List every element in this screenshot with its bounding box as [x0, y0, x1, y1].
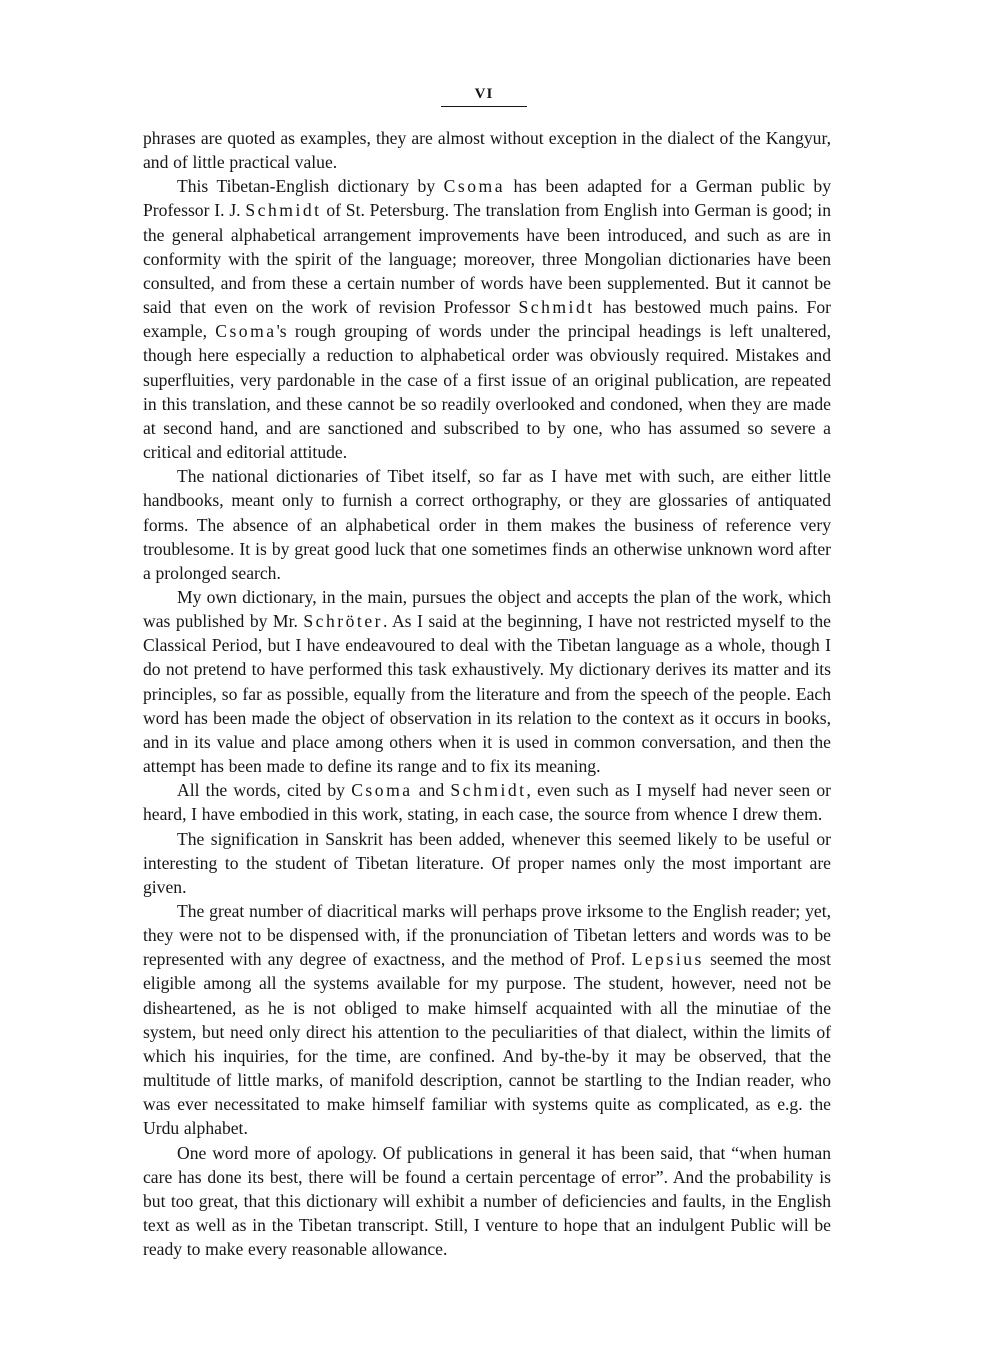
- author-name-csoma: Csoma: [215, 321, 277, 342]
- author-name-schmidt: Schmidt: [245, 200, 322, 221]
- header-rule: [441, 106, 527, 107]
- paragraph-4: My own dictionary, in the main, pursues the object and accepts the plan of the work, which was published by Mr. Schröter. As I said at the beginning, I have not restricted myself to the Classical Period, but I have endeavoured to deal with the Tibetan language as a whole, though I do not pretend to have performed this task exhaustively. My dictionary derives its matter and its principles, so far as possible, equally from the literature and from the speech of the people. Each word has been made the object of observation in its relation to the context as it occurs in books, and in its value and place among others when it is used in common conversation, and then the attempt has been made to define its range and to fix its meaning.: [143, 586, 831, 777]
- paragraph-7: The great number of diacritical marks will perhaps prove irksome to the English reader; yet, they were not to be dispensed with, if the pronunciation of Tibetan letters and words was to be represented with any degree of exactness, and the method of Prof. Lepsius seemed the most eligible among all the systems available for my purpose. The student, however, need not be disheartened, as he is not obliged to make himself acquainted with all the minutiae of the system, but need only direct his attention to the peculiarities of that dialect, within the limits of which his inquiries, for the time, are confined. And by-the-by it may be observed, that the multitude of little marks, of manifold description, cannot be startling to the Indian reader, who was ever necessitated to make himself familiar with systems quite as complicated, as e.g. the Urdu alphabet.: [143, 901, 832, 1139]
- author-name-schmidt: Schmidt: [450, 780, 527, 801]
- text-body: [143, 126, 831, 1261]
- page-number: VI: [474, 86, 494, 102]
- author-name-csoma: Csoma: [351, 780, 413, 801]
- paragraph-1: phrases are quoted as examples, they are almost without exception in the dialect of the Kangyur, and of little practical value.: [143, 128, 831, 173]
- author-name-schmidt: Schmidt: [518, 297, 595, 318]
- paragraph-6: The signification in Sanskrit has been added, whenever this seemed likely to be useful or interesting to the student of Tibetan literature. Of proper names only the most important are given.: [143, 828, 831, 897]
- paragraph-8: One word more of apology. Of publications in general it has been said, that “when human care has done its best, there will be found a certain percentage of error”. And the probability is but too great, that this dictionary will exhibit a number of deficiencies and faults, in the English text as well as in the Tibetan transcript. Still, I venture to hope that an indulgent Public will be ready to make every reasonable allowance.: [143, 1142, 831, 1260]
- paragraph-5: All the words, cited by Csoma and Schmidt, even such as I myself had never seen or heard, I have embodied in this work, stating, in each case, the source from whence I drew them.: [143, 780, 832, 825]
- author-name-schroter: Schröter: [303, 611, 383, 632]
- paragraph-3: The national dictionaries of Tibet itself, so far as I have met with such, are either little handbooks, meant only to furnish a correct orthography, or they are glossaries of antiquated forms. The absence of an alphabetical order in them makes the business of reference very troublesome. It is by great good luck that one sometimes finds an otherwise unknown word after a prolonged search.: [143, 466, 831, 583]
- author-name-csoma: Csoma: [443, 176, 506, 197]
- author-name-lepsius: Lepsius: [631, 949, 704, 970]
- paragraph-2: This Tibetan-English dictionary by Csoma has been adapted for a German public by Professor I. J. Schmidt of St. Petersburg. The translation from English into German is good; in the general alphabetical arrangement improvements have been introduced, and such as are in conformity with the spirit of the language; moreover, three Mongolian dictionaries have been consulted, and from these a certain number of words have been supplemented. But it cannot be said that even on the work of revision Professor Schmidt has bestowed much pains. For example, Csoma's rough grouping of words under the principal headings is left unaltered, though here especially a reduction to alphabetical order was obviously required. Mistakes and superfluities, very pardonable in the case of a first issue of an original publication, are repeated in this translation, and these cannot be so readily overlooked and condoned, when they are made at second hand, and are sanctioned and subscribed to by one, who has assumed so severe a critical and editorial attitude.: [143, 176, 832, 463]
